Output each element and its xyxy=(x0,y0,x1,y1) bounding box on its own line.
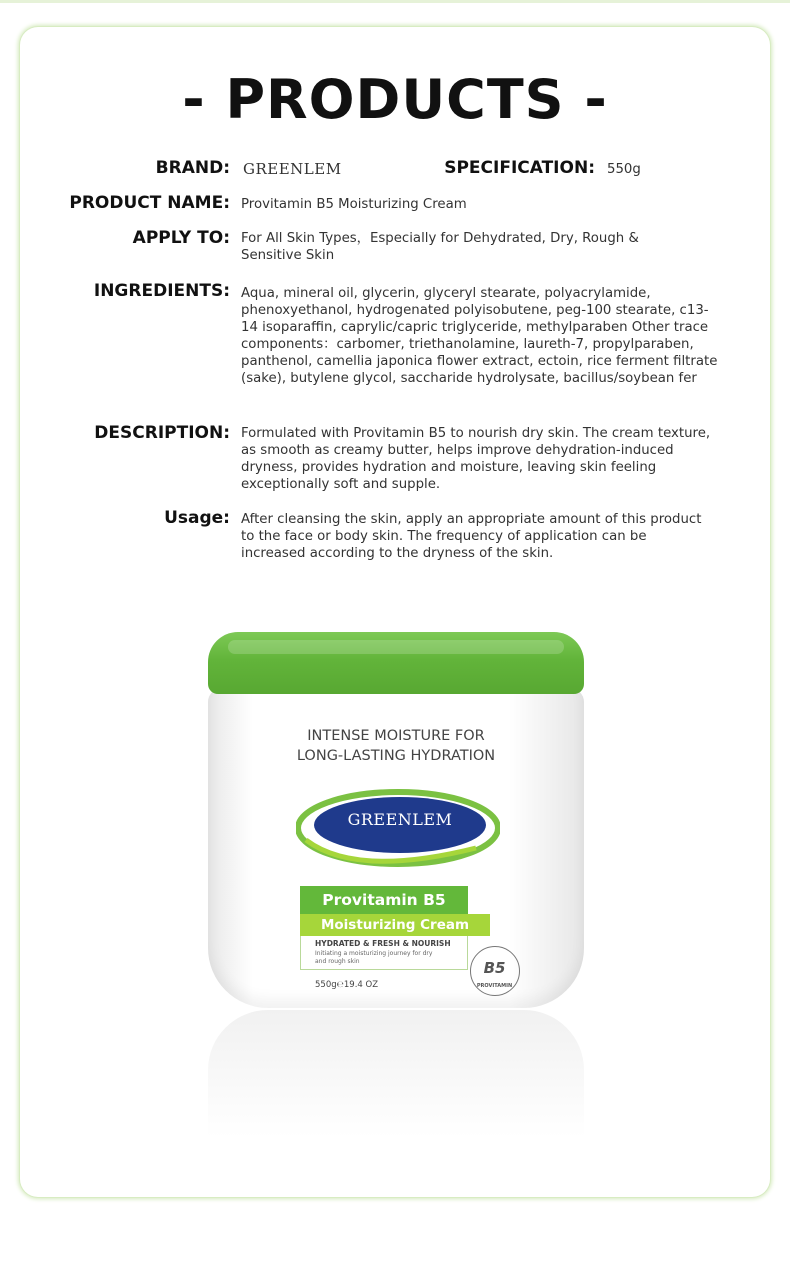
product-jar-image xyxy=(200,628,592,1168)
ingredients-value: Aqua, mineral oil, glycerin, glyceryl stearate, polyacrylamide, phenoxyethanol, hydrogenated polyisobutene, peg-100 stearate, c13-14 isoparaffin, caprylic/capric triglyceride, methylparaben Other trace components：carbomer, triethanolamine, laureth-7, propylparaben, panthenol, camellia japonica flower extract, ectoin, rice ferment filtrate (sake), butylene glycol, saccharide hydrolysate, bacillus/soybean fer xyxy=(241,286,718,386)
apply-to-label: APPLY TO: xyxy=(132,228,230,248)
ingredients-label: INGREDIENTS: xyxy=(93,281,230,301)
specification-label: SPECIFICATION: xyxy=(444,158,595,178)
jar-tagline: HYDRATED & FRESH & NOURISH xyxy=(315,939,451,948)
apply-to-value: For All Skin Types，Especially for Dehydrated, Dry, Rough & Sensitive Skin xyxy=(241,231,639,263)
brand-label: BRAND: xyxy=(155,158,230,178)
product-name-value: Provitamin B5 Moisturizing Cream xyxy=(241,197,467,212)
brand-value: GREENLEM xyxy=(243,160,342,178)
jar-logo-text: GREENLEM xyxy=(347,810,453,829)
badge-main-text: B5 xyxy=(483,959,506,977)
jar-reflection xyxy=(208,1010,584,1160)
jar-net-weight: 550g℮19.4 OZ xyxy=(315,980,379,990)
description-label: DESCRIPTION: xyxy=(94,423,230,443)
jar-headline-1: INTENSE MOISTURE FOR xyxy=(307,728,485,744)
jar-subline: Initiating a moisturizing journey for dry and rough skin xyxy=(315,950,433,965)
badge-caption: PROVITAMIN xyxy=(476,983,513,989)
jar-product-line-1: Provitamin B5 xyxy=(300,886,468,914)
jar-product-line-2: Moisturizing Cream xyxy=(300,914,490,936)
usage-label: Usage: xyxy=(164,508,230,528)
page-title: - PRODUCTS - xyxy=(182,68,608,131)
b5-badge-icon xyxy=(470,946,520,996)
jar-headline-2: LONG-LASTING HYDRATION xyxy=(296,748,496,764)
top-divider xyxy=(0,0,790,3)
specification-value: 550g xyxy=(607,162,641,177)
jar-lid xyxy=(208,632,584,694)
product-name-label: PRODUCT NAME: xyxy=(69,193,230,213)
description-value: Formulated with Provitamin B5 to nourish dry skin. The cream texture, as smooth as creamy butter, helps improve dehydration-induced dryness, provides hydration and moisture, leaving skin feeling exceptionally soft and supple. xyxy=(241,426,711,492)
usage-value: After cleansing the skin, apply an appropriate amount of this product to the face or body skin. The frequency of application can be increased according to the dryness of the skin. xyxy=(241,512,702,561)
